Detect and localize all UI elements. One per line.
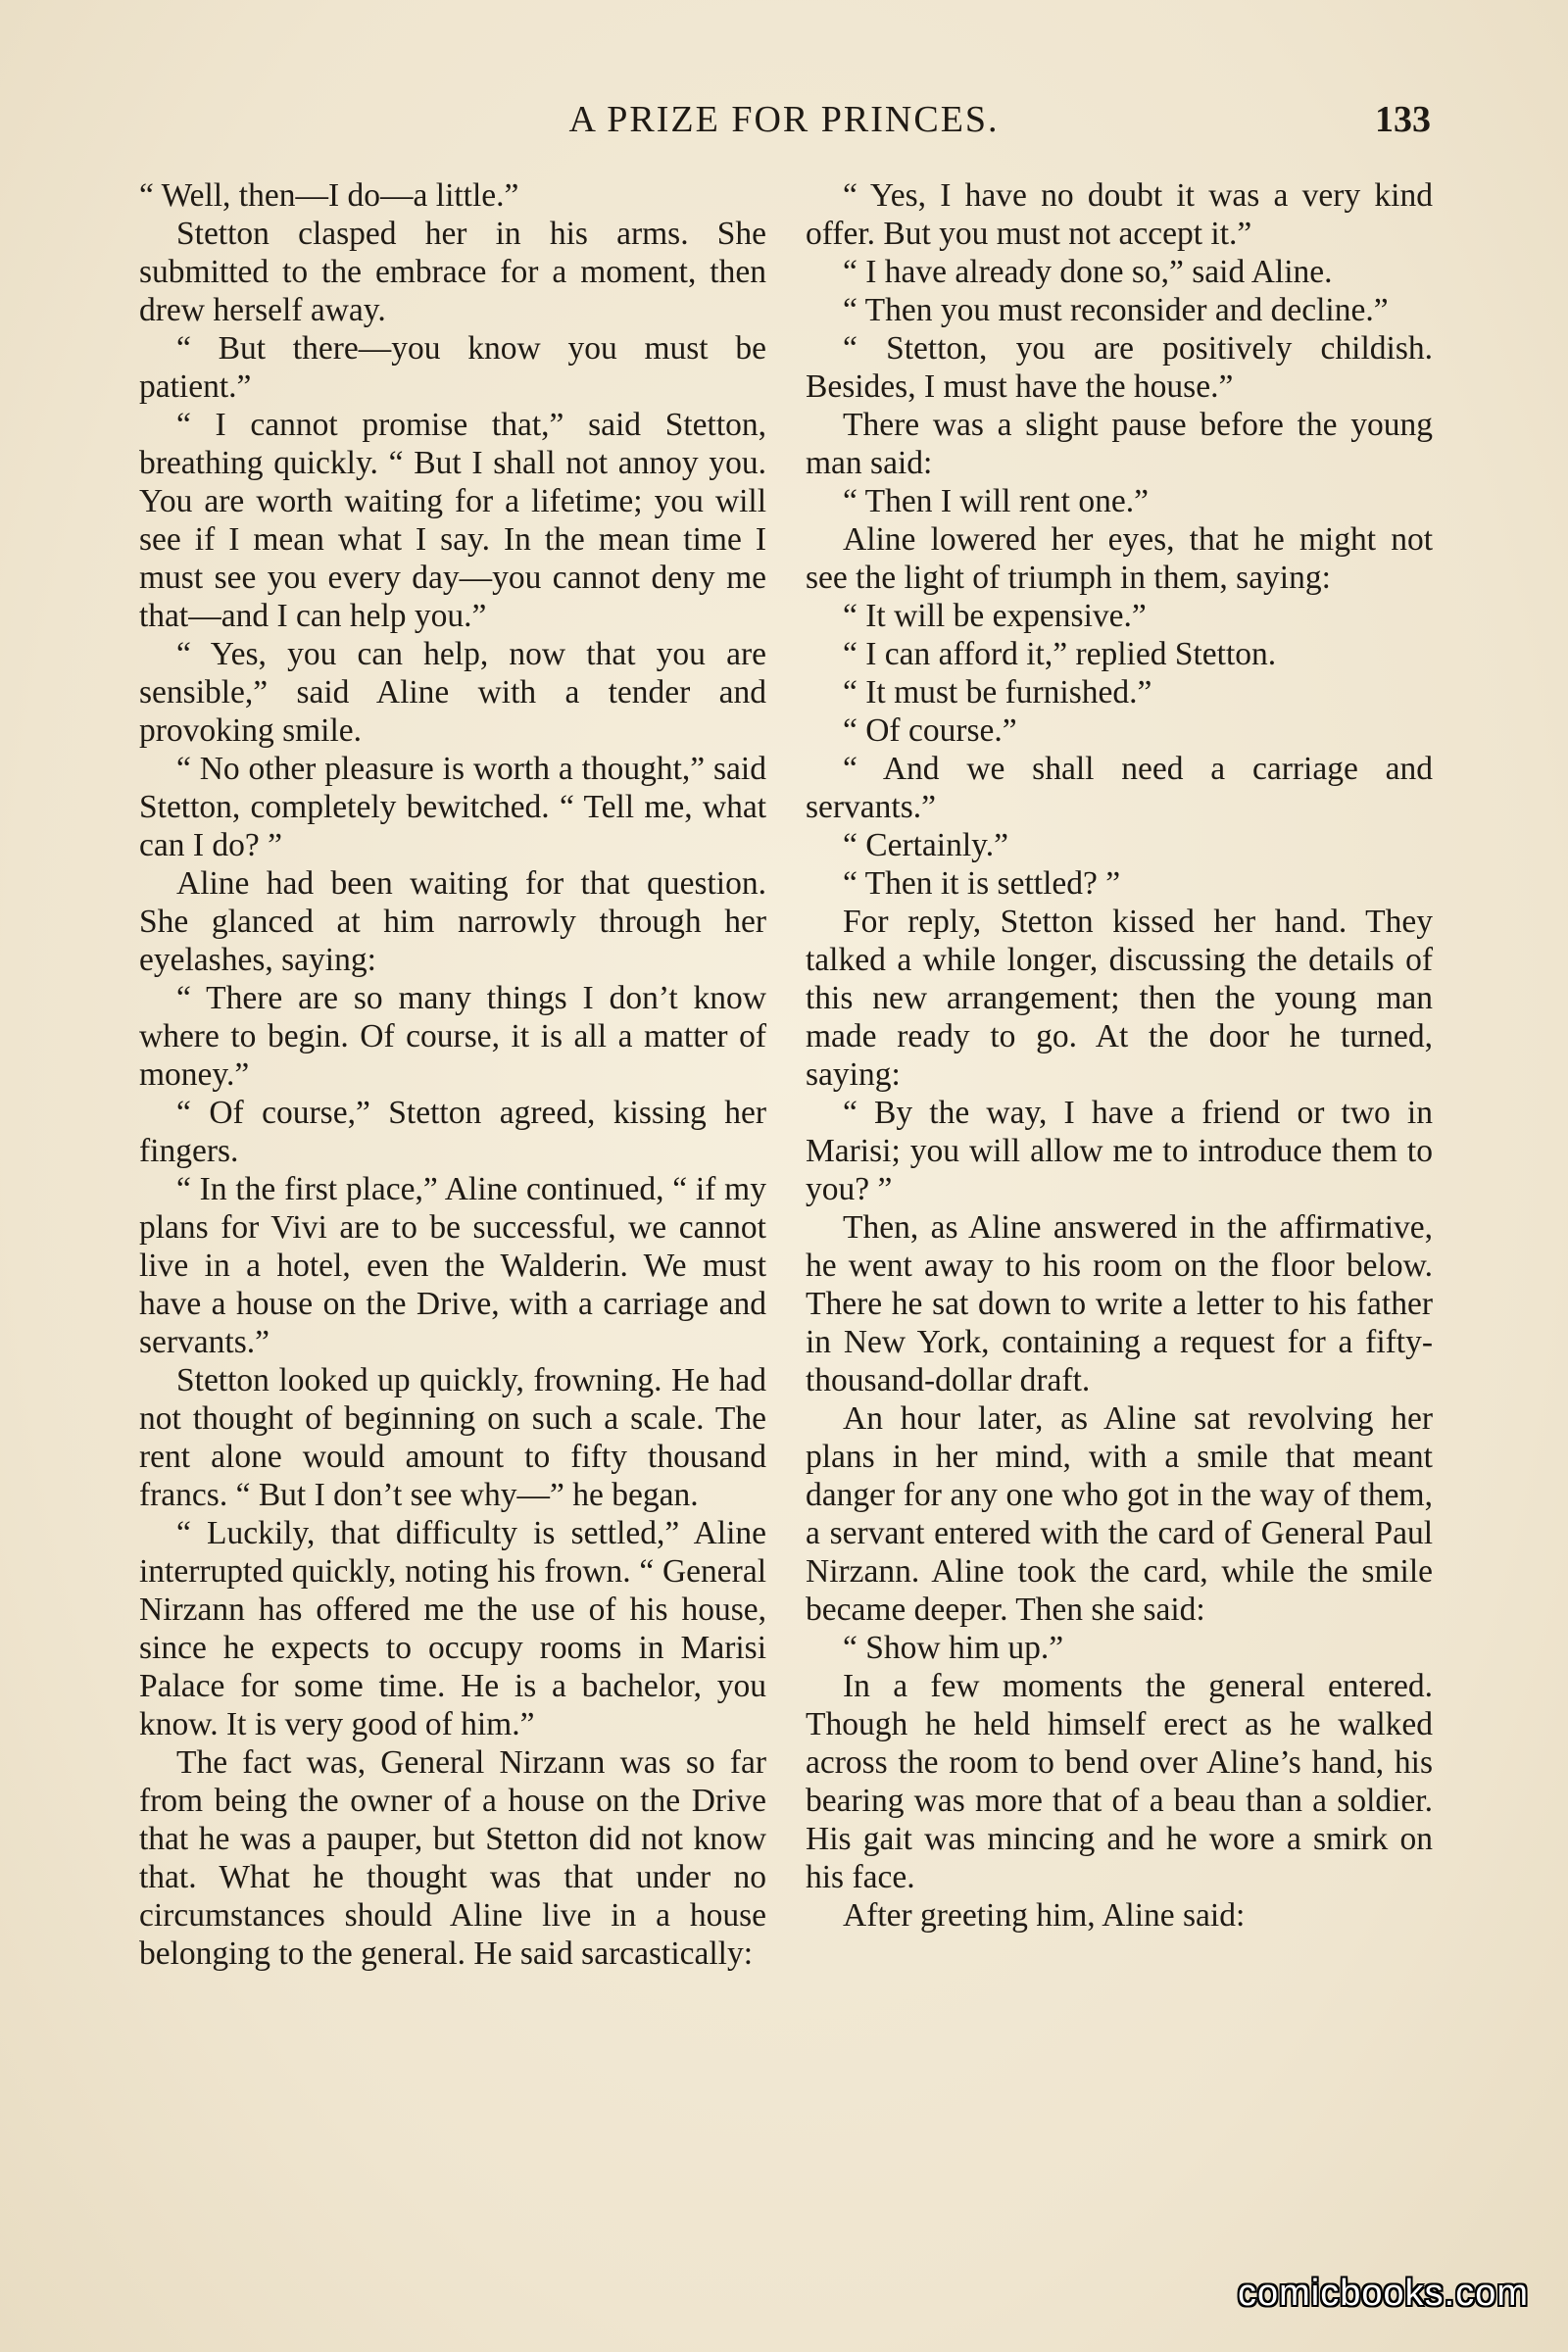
paragraph: “ Yes, I have no doubt it was a very kind offer. But you must not accept it.” — [806, 177, 1433, 252]
paragraph: “ No other pleasure is worth a thought,” said Stetton, completely bewitched. “ Tell me, what can I do? ” — [139, 751, 766, 863]
paragraph: An hour later, as Aline sat revolving her plans in her mind, with a smile that meant danger for any one who got in the way of them, a servant entered with the card of General Paul Nirzann. Aline took the card, while the smile became deeper. Then she said: — [806, 1400, 1433, 1628]
paragraph: Aline lowered her eyes, that he might not see the light of triumph in them, saying: — [806, 521, 1433, 596]
paragraph: In a few moments the general entered. Though he held himself erect as he walked across the room to bend over Aline’s hand, his bearing was more that of a beau than a soldier. His gait was mincing and he wore a smirk on his face. — [806, 1668, 1433, 1895]
watermark: comicbooks.com — [1238, 2273, 1529, 2314]
paragraph: “ There are so many things I don’t know where to begin. Of course, it is all a matter of money.” — [139, 980, 766, 1093]
paragraph: “ Then it is settled? ” — [843, 865, 1121, 902]
paragraph: Stetton looked up quickly, frowning. He had not thought of beginning on such a scale. The rent alone would amount to fifty thousand francs. “ But I don’t see why—” he began. — [139, 1362, 766, 1513]
paragraph: “ I can afford it,” replied Stetton. — [843, 636, 1277, 672]
running-head — [137, 98, 1431, 147]
paragraph: “ Stetton, you are positively childish. Besides, I must have the house.” — [806, 330, 1433, 405]
paragraph: “ Yes, you can help, now that you are sensible,” said Aline with a tender and provoking smile. — [139, 636, 766, 749]
paragraph: “ I cannot promise that,” said Stetton, breathing quickly. “ But I shall not annoy you. You are worth waiting for a lifetime; you will see if I mean what I say. In the mean time I must see you every day—you cannot deny me that—and I can help you.” — [139, 407, 766, 634]
paragraph: “ Of course.” — [843, 712, 1017, 749]
paragraph: “ Then you must reconsider and decline.” — [843, 292, 1389, 328]
paragraph: “ And we shall need a carriage and servants.” — [806, 751, 1433, 825]
paragraph: “ By the way, I have a friend or two in Marisi; you will allow me to introduce them to you? ” — [806, 1095, 1433, 1207]
paragraph: There was a slight pause before the young man said: — [806, 407, 1433, 481]
paragraph: “ Of course,” Stetton agreed, kissing her fingers. — [139, 1095, 766, 1169]
paragraph: Stetton clasped her in his arms. She submitted to the embrace for a moment, then drew herself away. — [139, 216, 766, 328]
paragraph: Then, as Aline answered in the affirmative, he went away to his room on the floor below. There he sat down to write a letter to his father in New York, containing a request for a fifty-thousand-dollar draft. — [806, 1209, 1433, 1398]
right-column — [806, 176, 1433, 1935]
paragraph: “ I have already done so,” said Aline. — [843, 254, 1333, 290]
left-column — [139, 176, 766, 1973]
paragraph: “ Luckily, that difficulty is settled,” Aline interrupted quickly, noting his frown. “ General Nirzann has offered me the use of his house, since he expects to occupy rooms in Marisi Palace for some time. He is a bachelor, you know. It is very good of him.” — [139, 1515, 766, 1742]
paragraph: “ It will be expensive.” — [843, 598, 1147, 634]
paragraph: “ But there—you know you must be patient.” — [139, 330, 766, 405]
paragraph: “ It must be furnished.” — [843, 674, 1152, 710]
paragraph: After greeting him, Aline said: — [843, 1897, 1246, 1934]
paragraph: Aline had been waiting for that question. She glanced at him narrowly through her eyelashes, saying: — [139, 865, 766, 978]
paragraph: “ Certainly.” — [843, 827, 1008, 863]
paragraph: “ Well, then—I do—a little.” — [139, 177, 519, 214]
paragraph: “ In the first place,” Aline continued, “ if my plans for Vivi are to be successful, we cannot live in a hotel, even the Walderin. We must have a house on the Drive, with a carriage and servants.” — [139, 1171, 766, 1360]
page-title: A PRIZE FOR PRINCES. — [568, 99, 1000, 140]
paragraph: “ Show him up.” — [843, 1630, 1064, 1666]
page-number: 133 — [1375, 99, 1431, 140]
paragraph: “ Then I will rent one.” — [843, 483, 1149, 519]
paragraph: For reply, Stetton kissed her hand. They talked a while longer, discussing the details of this new arrangement; then the young man made ready to go. At the door he turned, saying: — [806, 904, 1433, 1093]
paragraph: The fact was, General Nirzann was so far from being the owner of a house on the Drive that he was a pauper, but Stetton did not know that. What he thought was that under no circumstances should Aline live in a house belonging to the general. He said sarcastically: — [139, 1744, 766, 1972]
